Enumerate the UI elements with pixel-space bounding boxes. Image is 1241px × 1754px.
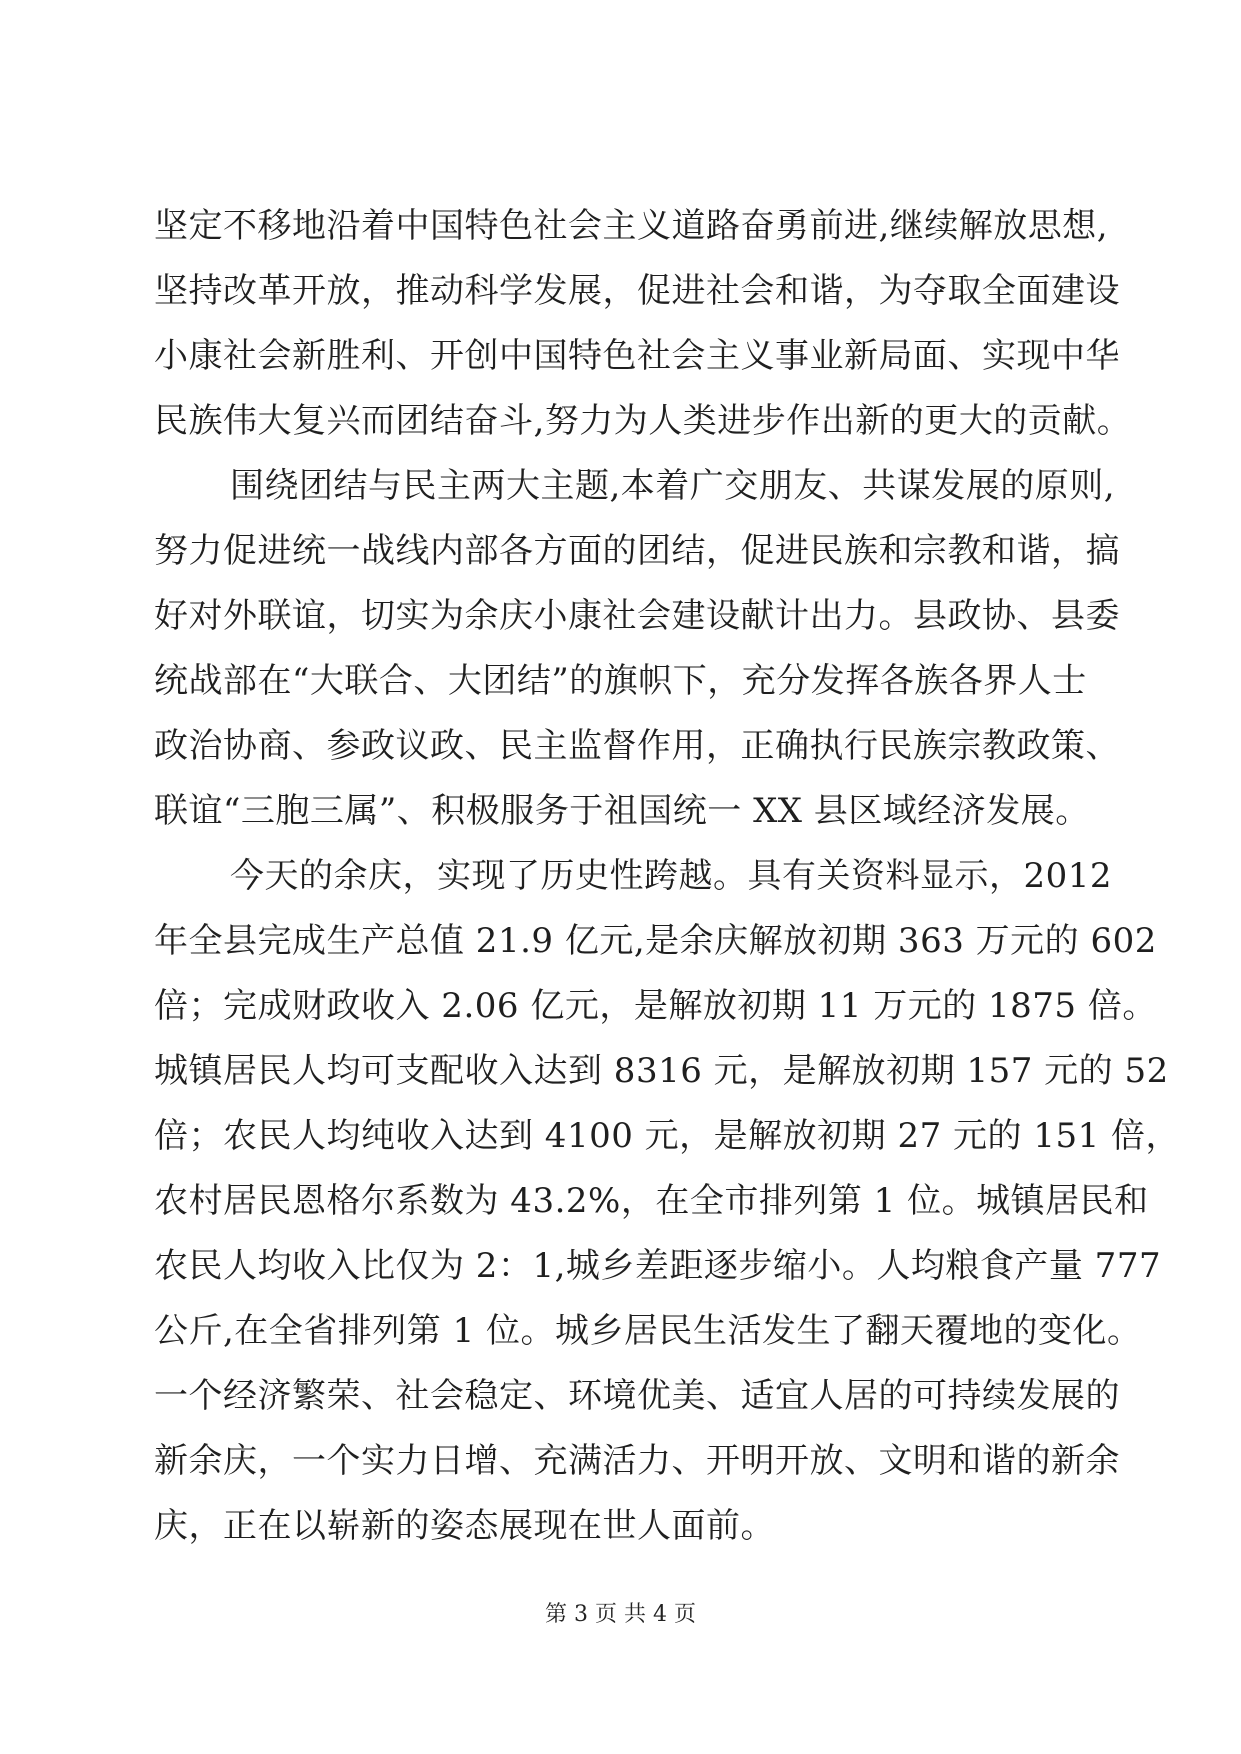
document-body bbox=[154, 194, 1181, 1559]
text-line: 民族伟大复兴而团结奋斗,努力为人类进步作出新的更大的贡献。 bbox=[154, 401, 1132, 441]
text-line: 围绕团结与民主两大主题,本着广交朋友、共谋发展的原则, bbox=[230, 466, 1116, 506]
text-line: 公斤,在全省排列第 1 位。城乡居民生活发生了翻天覆地的变化。 bbox=[154, 1311, 1142, 1351]
text-line: 一个经济繁荣、社会稳定、环境优美、适宜人居的可持续发展的 bbox=[154, 1376, 1120, 1416]
page-number-footer: 第 3 页 共 4 页 bbox=[545, 1602, 696, 1627]
text-line: 统战部在“大联合、大团结”的旗帜下，充分发挥各族各界人士 bbox=[154, 661, 1087, 701]
text-line: 城镇居民人均可支配收入达到 8316 元，是解放初期 157 元的 52 bbox=[154, 1051, 1169, 1091]
text-line: 农村居民恩格尔系数为 43.2%，在全市排列第 1 位。城镇居民和 bbox=[154, 1181, 1149, 1221]
text-line: 联谊“三胞三属”、积极服务于祖国统一 XX 县区域经济发展。 bbox=[154, 791, 1090, 831]
text-line: 好对外联谊，切实为余庆小康社会建设献计出力。县政协、县委 bbox=[154, 596, 1120, 636]
text-line: 今天的余庆，实现了历史性跨越。具有关资料显示，2012 bbox=[230, 856, 1113, 896]
text-line: 政治协商、参政议政、民主监督作用，正确执行民族宗教政策、 bbox=[154, 726, 1120, 766]
paragraph-3 bbox=[154, 844, 1181, 1559]
text-line: 新余庆，一个实力日增、充满活力、开明开放、文明和谐的新余 bbox=[154, 1441, 1120, 1481]
text-line: 努力促进统一战线内部各方面的团结，促进民族和宗教和谐，搞 bbox=[154, 531, 1120, 571]
text-line: 坚持改革开放，推动科学发展，促进社会和谐，为夺取全面建设 bbox=[154, 271, 1120, 311]
text-line: 农民人均收入比仅为 2：1,城乡差距逐步缩小。人均粮食产量 777 bbox=[154, 1246, 1162, 1286]
paragraph-2 bbox=[154, 454, 1120, 844]
text-line: 坚定不移地沿着中国特色社会主义道路奋勇前进,继续解放思想, bbox=[154, 206, 1109, 246]
text-line: 庆，正在以崭新的姿态展现在世人面前。 bbox=[154, 1506, 775, 1546]
text-line: 小康社会新胜利、开创中国特色社会主义事业新局面、实现中华 bbox=[154, 336, 1120, 376]
text-line: 倍；完成财政收入 2.06 亿元，是解放初期 11 万元的 1875 倍。 bbox=[154, 986, 1157, 1026]
text-line: 倍；农民人均纯收入达到 4100 元，是解放初期 27 元的 151 倍， bbox=[154, 1116, 1181, 1156]
paragraph-1 bbox=[154, 194, 1132, 454]
text-line: 年全县完成生产总值 21.9 亿元,是余庆解放初期 363 万元的 602 bbox=[154, 921, 1157, 961]
